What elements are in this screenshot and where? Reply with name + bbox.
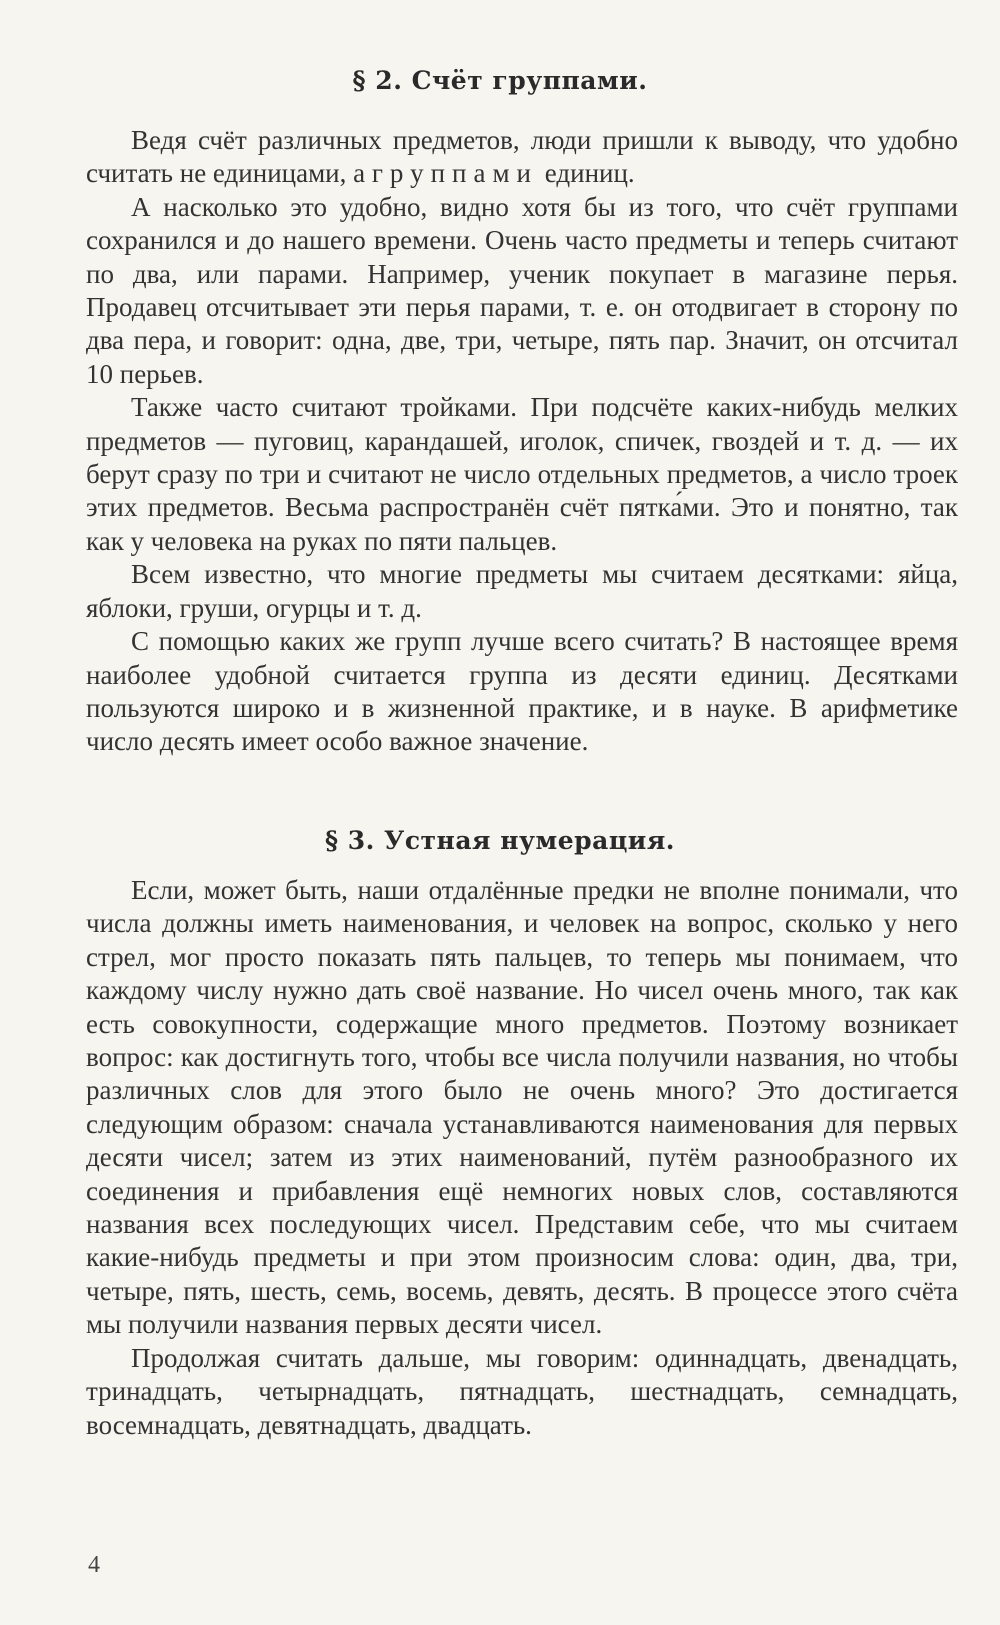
section-3-title: § 3. Устная нумерация. bbox=[324, 826, 676, 855]
paragraph: Если, может быть, наши отдалённые предки не вполне понимали, что числа должны иметь наименования, и человек на вопрос, сколько у него стрел, мог просто показать пять пальцев, то теперь мы понимаем, что каждому числу нужно дать своё название. Но чисел очень много, так как есть совокупности, содержащие много предметов. Поэтому возникает вопрос: как достигнуть того, чтобы все числа получили названия, но чтобы различных слов для этого было не очень много? Это достигается следующим образом: сначала устанавливаются наименования для первых десяти чисел; затем из этих наименований, путём разнообразного их соединения и прибавления ещё немногих новых слов, составляются названия всех последующих чисел. Представим себе, что мы считаем какие-нибудь предметы и при этом произносим слова: один, два, три, четыре, пять, шесть, семь, восемь, девять, десять. В процессе этого счёта мы получили названия первых десяти чисел. bbox=[86, 875, 958, 1340]
emphasized-word: группами bbox=[371, 158, 538, 189]
paragraph-text: единиц. bbox=[538, 158, 635, 189]
paragraph-text: Ведя счёт различных предметов, люди пришли к выводу, что удобно считать не единицами, а bbox=[86, 125, 958, 189]
paragraph: Продолжая считать дальше, мы говорим: одиннадцать, двенадцать, тринадцать, четырнадцать, пятнадцать, шестнадцать, семнадцать, восемнадцать, девятнадцать, двадцать. bbox=[86, 1342, 958, 1440]
paragraph: С помощью каких же групп лучше всего считать? В настоящее время наиболее удобной считается группа из десяти единиц. Десятками пользуются широко и в жизненной практике, и в науке. В арифметике число десять имеет особо важное значение. bbox=[86, 626, 958, 757]
paragraph: Всем известно, что многие предметы мы считаем десятками: яйца, яблоки, груши, огурцы и т. д. bbox=[86, 559, 958, 623]
page-number: 4 bbox=[88, 1552, 100, 1578]
section-2-body bbox=[86, 124, 958, 759]
section-2-title: § 2. Счёт группами. bbox=[352, 66, 648, 95]
section-3-body bbox=[86, 874, 958, 1442]
paragraph bbox=[86, 124, 958, 191]
paragraph: А насколько это удобно, видно хотя бы из того, что счёт группами сохранился и до нашего времени. Очень часто предметы и теперь считают по два, или парами. Например, ученик покупает в магазине перья. Продавец отсчитывает эти перья парами, т. е. он отодвигает в сторону по два пера, и говорит: одна, две, три, четыре, пять пар. Значит, он отсчитал 10 перьев. bbox=[86, 191, 958, 389]
paragraph: Также часто считают тройками. При подсчёте каких-нибудь мелких предметов — пуговиц, карандашей, иголок, спичек, гвоздей и т. д. — их берут сразу по три и считают не число отдельных предметов, а число троек этих предметов. Весьма распространён счёт пятка́ми. Это и понятно, так как у человека на руках по пяти пальцев. bbox=[86, 392, 958, 556]
